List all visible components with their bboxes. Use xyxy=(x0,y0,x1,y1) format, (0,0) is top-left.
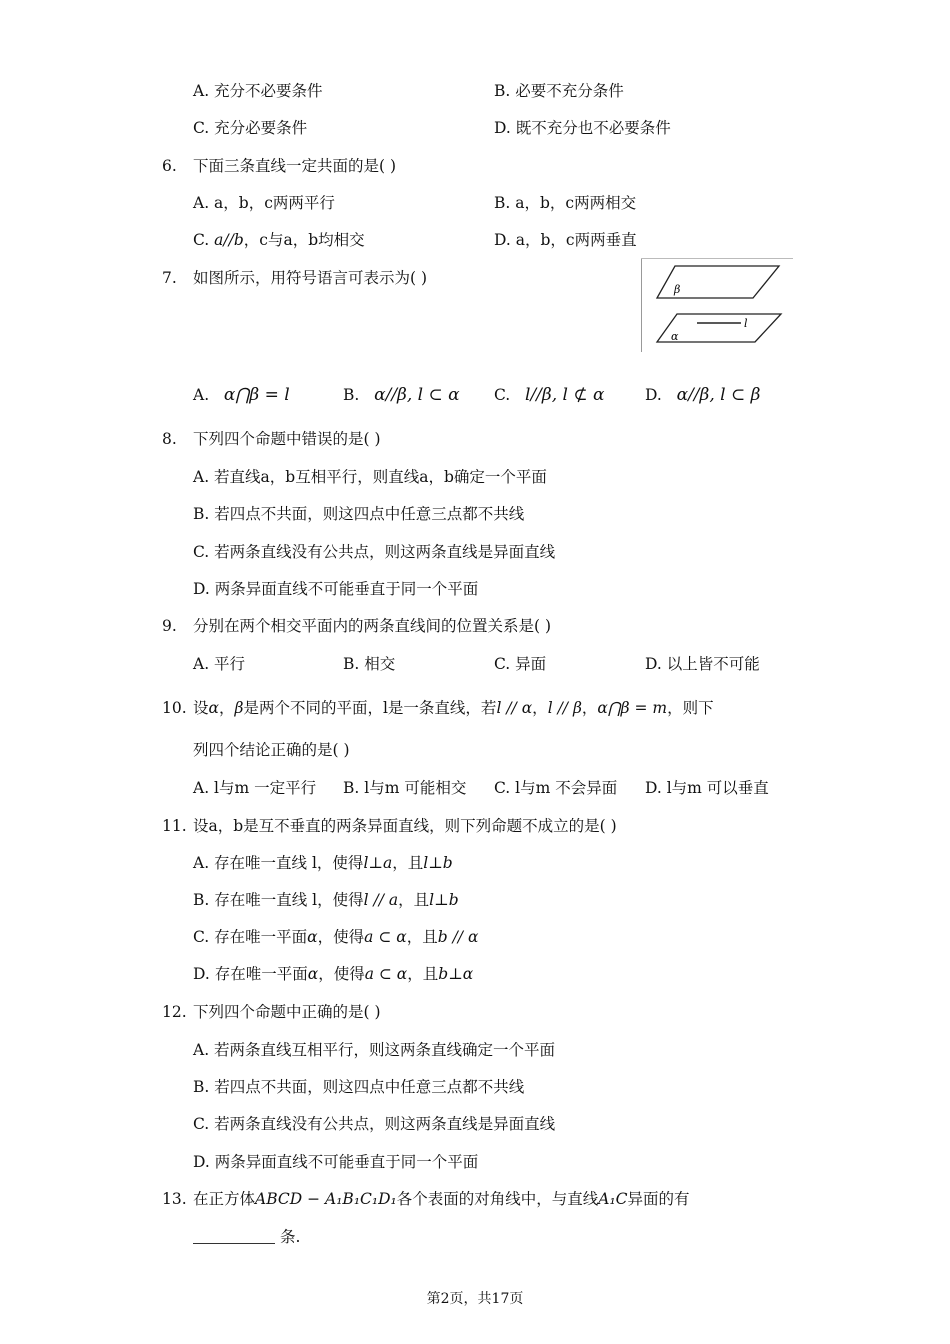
q10-cond3: α⋂β = m xyxy=(597,699,668,717)
q13-stem-part3: 异面的有 xyxy=(627,1190,690,1208)
q10-stem-line2: 列四个结论正确的是( ) xyxy=(193,741,350,759)
q10-number: 10. xyxy=(162,699,187,717)
q10-cond1: l // α xyxy=(496,699,533,717)
q10-alpha: α xyxy=(208,699,219,717)
q11-option-d-math1: a ⊂ α xyxy=(364,965,408,983)
q11-option-a xyxy=(193,853,453,873)
q11-option-b-mid: ，且 xyxy=(398,891,430,909)
q6-option-c-rest: ，c与a，b均相交 xyxy=(243,231,365,249)
q8-number: 8. xyxy=(162,430,177,448)
q13-number: 13. xyxy=(162,1190,187,1208)
q9-option-d: D. 以上皆不可能 xyxy=(645,655,760,673)
q11-option-d-alpha: α xyxy=(307,965,319,983)
q11-stem: 设a，b是互不垂直的两条异面直线，则下列命题不成立的是( ) xyxy=(193,817,617,835)
q7-option-d xyxy=(645,385,760,405)
q10-beta: β xyxy=(234,699,244,717)
q10-option-d: D. l与m 可以垂直 xyxy=(645,779,769,797)
q8-option-c: C. 若两条直线没有公共点，则这两条直线是异面直线 xyxy=(193,543,556,561)
q10-stem-part2: 是两个不同的平面，l是一条直线，若 xyxy=(243,699,497,717)
q12-stem: 下列四个命题中正确的是( ) xyxy=(193,1003,381,1021)
q12-option-b: B. 若四点不共面，则这四点中任意三点都不共线 xyxy=(193,1078,525,1096)
q11-option-b-text: B. 存在唯一直线 l，使得 xyxy=(193,891,364,909)
line-l-label: l xyxy=(744,317,748,330)
q11-option-c-mid2: ，且 xyxy=(406,928,438,946)
page-footer: 第2页，共17页 xyxy=(426,1291,524,1307)
q13-stem-part1: 在正方体 xyxy=(193,1190,256,1208)
q8-stem: 下列四个命题中错误的是( ) xyxy=(193,430,381,448)
q11-option-c-text: C. 存在唯一平面 xyxy=(193,928,308,946)
q11-option-c xyxy=(193,927,478,947)
q12-option-d: D. 两条异面直线不可能垂直于同一个平面 xyxy=(193,1153,479,1171)
q6-option-c-prefix: C. xyxy=(193,231,215,249)
q12-option-a: A. 若两条直线互相平行，则这两条直线确定一个平面 xyxy=(193,1041,556,1059)
q7-stem: 如图所示，用符号语言可表示为( ) xyxy=(193,269,428,287)
q10-stem-part1: 设 xyxy=(193,699,209,717)
q6-stem: 下面三条直线一定共面的是( ) xyxy=(193,157,397,175)
q13-answer-blank[interactable] xyxy=(193,1229,275,1244)
q13-tail: 条. xyxy=(279,1228,301,1246)
q11-option-b-math2: l⊥b xyxy=(429,891,459,909)
q10-option-a: A. l与m 一定平行 xyxy=(193,779,317,797)
q11-option-b-math1: l // a xyxy=(363,891,399,909)
q6-number: 6. xyxy=(162,157,177,175)
q6-option-c-math: a//b xyxy=(214,231,244,249)
q8-option-d: D. 两条异面直线不可能垂直于同一个平面 xyxy=(193,580,479,598)
q10-sep1: ， xyxy=(218,699,235,717)
q11-option-a-math2: l⊥b xyxy=(423,854,453,872)
q8-option-a: A. 若直线a，b互相平行，则直线a，b确定一个平面 xyxy=(193,468,547,486)
q10-stem xyxy=(193,698,714,718)
q9-stem: 分别在两个相交平面内的两条直线间的位置关系是( ) xyxy=(193,617,552,635)
q13-cube: ABCD − A₁B₁C₁D₁ xyxy=(255,1190,397,1208)
q7-option-c-prefix: C. xyxy=(494,386,511,404)
q7-option-a-math: α⋂β = l xyxy=(223,385,290,405)
q6-option-d: D. a，b，c两两垂直 xyxy=(494,231,637,249)
q13-answer-line xyxy=(193,1227,300,1247)
q5-option-b: B. 必要不充分条件 xyxy=(494,82,624,100)
q6-option-a: A. a，b，c两两平行 xyxy=(193,194,335,212)
q10-cond2: l // β xyxy=(547,699,582,717)
q7-option-c-math: l//β, l ⊄ α xyxy=(525,385,605,405)
q7-option-d-prefix: D. xyxy=(645,386,662,404)
q10-option-c: C. l与m 不会异面 xyxy=(494,779,618,797)
q10-sep2: ， xyxy=(532,699,548,717)
q13-stem xyxy=(193,1189,690,1209)
q5-option-d: D. 既不充分也不必要条件 xyxy=(494,119,671,137)
q7-option-b-prefix: B. xyxy=(343,386,360,404)
q10-sep3: ， xyxy=(581,699,598,717)
q5-option-c: C. 充分必要条件 xyxy=(193,119,308,137)
q5-option-a: A. 充分不必要条件 xyxy=(193,82,323,100)
q9-option-a: A. 平行 xyxy=(193,655,246,673)
q7-option-c xyxy=(494,385,605,405)
q13-stem-part2: 各个表面的对角线中，与直线 xyxy=(396,1190,599,1208)
q6-option-b: B. a，b，c两两相交 xyxy=(494,194,637,212)
q11-option-b xyxy=(193,890,459,910)
q11-option-a-text: A. 存在唯一直线 l，使得 xyxy=(193,854,364,872)
q10-stem-part3: ，则下 xyxy=(667,699,714,717)
q11-option-a-mid: ，且 xyxy=(392,854,424,872)
q7-number: 7. xyxy=(162,269,177,287)
q6-option-c xyxy=(193,230,365,250)
q8-option-b: B. 若四点不共面，则这四点中任意三点都不共线 xyxy=(193,505,525,523)
q11-option-d-mid1: ，使得 xyxy=(318,965,365,983)
q11-option-c-alpha: α xyxy=(307,928,318,946)
plane-beta-label: β xyxy=(674,283,681,296)
q11-number: 11. xyxy=(162,817,187,835)
q7-option-b-math: α//β, l ⊂ α xyxy=(374,385,460,405)
two-planes-figure xyxy=(641,258,793,352)
q7-option-a-prefix: A. xyxy=(193,386,210,404)
plane-alpha-label: α xyxy=(671,330,679,343)
q11-option-a-math1: l⊥a xyxy=(363,854,393,872)
q11-option-d xyxy=(193,964,473,984)
q9-option-c: C. 异面 xyxy=(494,655,547,673)
q11-option-c-math2: b // α xyxy=(437,928,479,946)
q10-option-b: B. l与m 可能相交 xyxy=(343,779,467,797)
q7-option-a xyxy=(193,385,290,405)
q9-number: 9. xyxy=(162,617,177,635)
q11-option-d-mid2: ，且 xyxy=(407,965,439,983)
q13-line: A₁C xyxy=(598,1190,628,1208)
q12-option-c: C. 若两条直线没有公共点，则这两条直线是异面直线 xyxy=(193,1115,556,1133)
q7-option-d-math: α//β, l ⊂ β xyxy=(676,385,761,405)
q7-option-b xyxy=(343,385,460,405)
q11-option-d-text: D. 存在唯一平面 xyxy=(193,965,308,983)
q11-option-c-mid1: ，使得 xyxy=(317,928,365,946)
q11-option-c-math1: a ⊂ α xyxy=(364,928,407,946)
q11-option-d-math2: b⊥α xyxy=(438,965,474,983)
q9-option-b: B. 相交 xyxy=(343,655,396,673)
q12-number: 12. xyxy=(162,1003,187,1021)
